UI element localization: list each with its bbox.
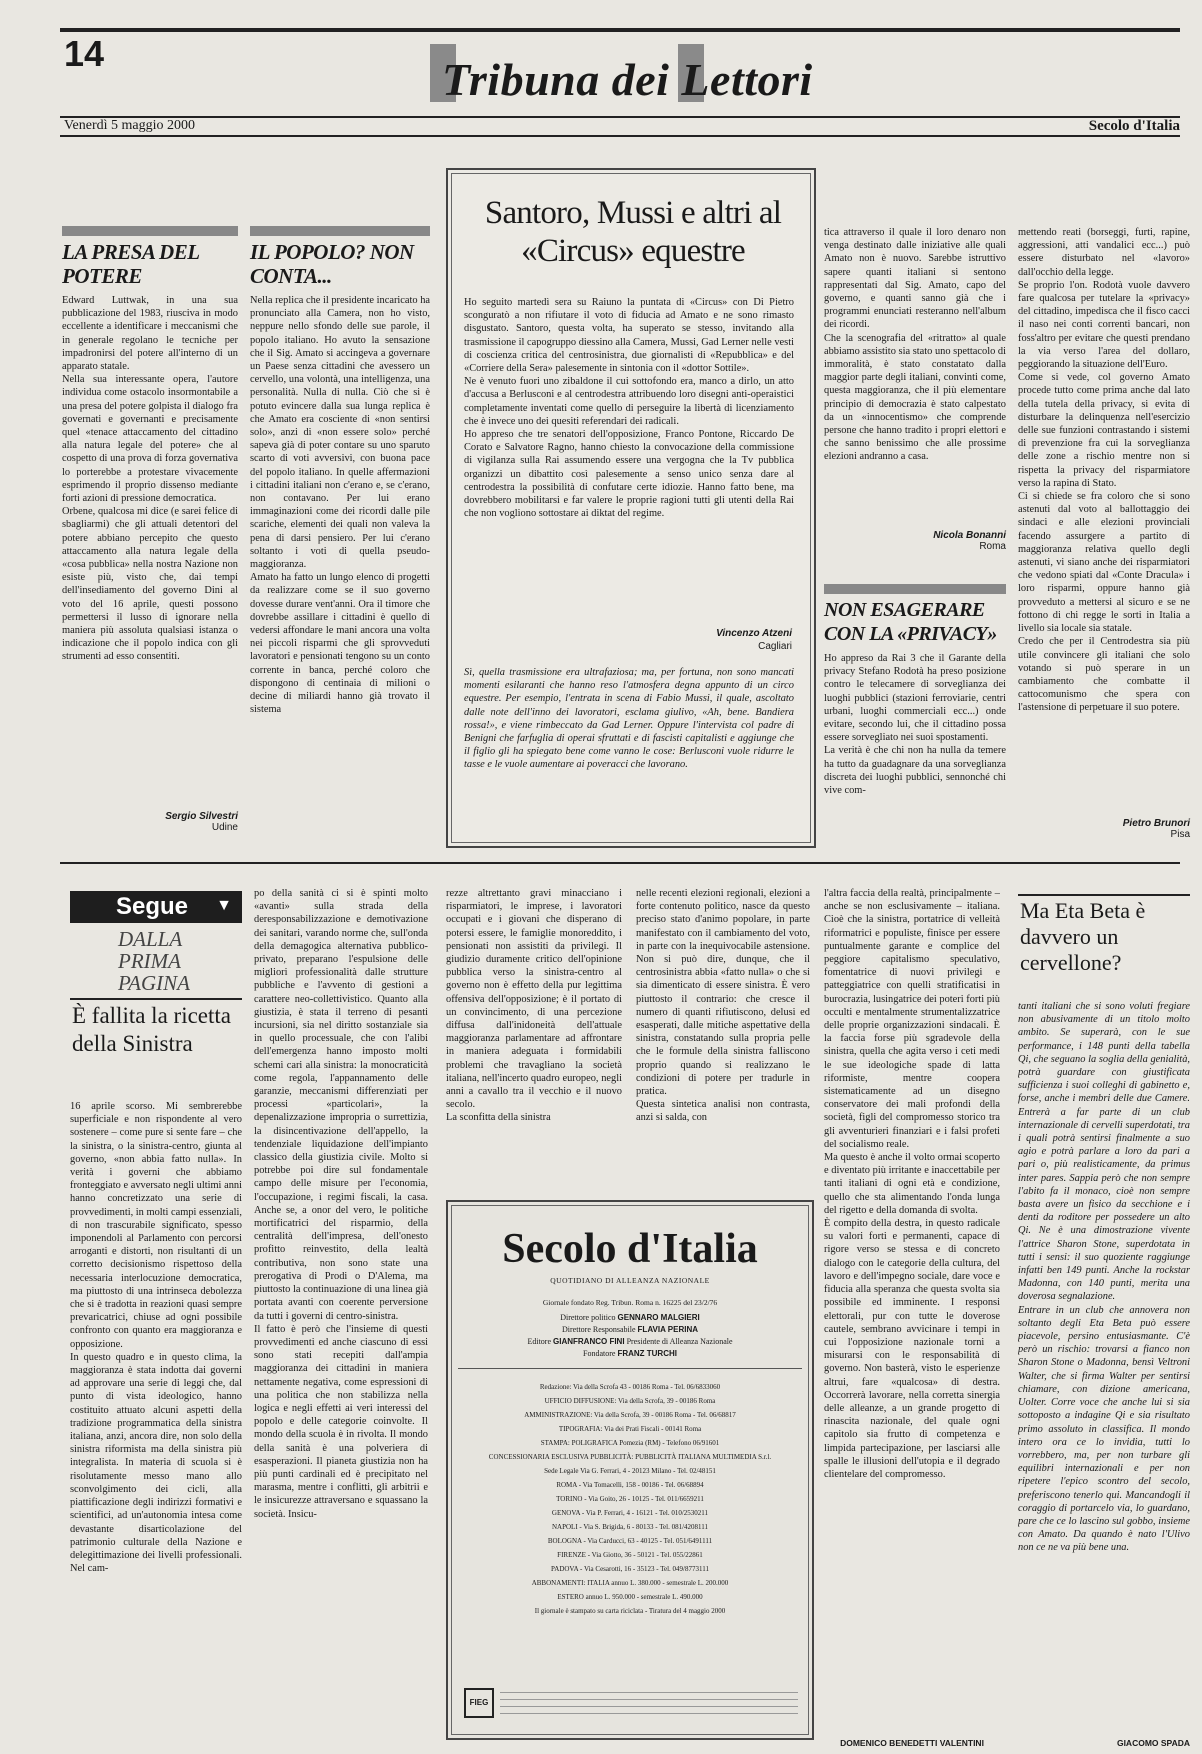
letter-title: IL POPOLO? NON CONTA...: [250, 240, 414, 288]
letter-body: Edward Luttwak, in una sua pubblicazione del 1983, riusciva in modo eccellente a identificare i meccanismi che in generale regolano le tecniche per impadronirsi del potere all'interno di un apparato statale. Nella sua interessante opera, l'autore individua come ostacolo insormontabile a una presa del potere golpista il dialogo fra governati e governanti e precisamente quel «tenace attaccamento del cittadino alla natura legale del potere» che al cospetto di una prova di forza governativa lo porterebbe a protestare vivacemente esprimendo il proprio dissenso mediante forti azioni di pressione democratica. Orbene, qualcosa mi dice (e sarei felice di sbagliarmi) che gli attuali detentori del potere abbiano percepito che questo attaccamento alla natura legale della «cosa pubblica» nella nostra Nazione non esiste più, visto che, dai tempi dell'insediamento del governo Dini al voto del 16 aprile, questi possono permettersi il lusso di ignorare nella maniera più assoluta qualsiasi istanza o indicazione che il popolo indica con gli strumenti ad esso consentiti.: [62, 295, 238, 663]
section-title: [430, 44, 900, 114]
segue-headline: È fallita la ricetta della Sinistra: [72, 1003, 231, 1056]
featured-letter-body: Ho seguito martedì sera su Raiuno la puntata di «Circus» con Di Pietro sconguratò a non rifiutare il voto di fiducia ad Amato e ne sono rimasto disgustato. Santoro, questa volta, ha superato se stesso, invitando alla trasmissione il capogruppo diessino alla Camera, Mussi, Gad Lerner nelle vesti di coscienza critica del centrosinistra, due giornalisti di «Repubblica» e del «Corriere della Sera» palesemente in sintonia con il «dottor Sottile». Ne è venuto fuori uno zibaldone il cui sottofondo era, manco a dirlo, un atto d'accusa a Berlusconi e al centrodestra attribuendo loro disegni anti-operaistici completamente inventati come quello di perseguire la libertà di licenziamento che è invece uno dei quesiti referendari dei radicali. Ho appreso che tre senatori dell'opposizione, Franco Pontone, Riccardo De Corato e Salvatore Ragno, hanno chiesto la convocazione della commissione di vigilanza sulla Rai assumendo essere una vergogna che la Tv pubblica organizzi un dibattito così palesemente a senso unico senza dare al centrodestra la possibilità di confutare certe idiozie. Hanno fatto bene, ma dovrebbero mobilitarsi e far valere le proprie ragioni tutti gli utenti della Rai che non vogliono sottostare ai diktat del regime.: [464, 297, 794, 520]
eta-beta-headline: Ma Eta Beta è davvero un cervellone?: [1020, 898, 1146, 975]
page-number: 14: [64, 33, 105, 74]
masthead-registration: Giornale fondato Reg. Tribun. Roma n. 16225 del 23/2/76: [542, 1298, 718, 1307]
segue-article-col-5: l'altra faccia della realtà, principalmente – anche se non esclusivamente – italiana. Cioè che la sinistra, portatrice di velleità riformatrici e populiste, finisce per essere puntualmente garante e complice del peggiore capitalismo speculativo, fomentatrice di nuovi privilegi e patteggiatrice con quelli stratificatisi in burocrazia, lusingatrice dei poteri forti più occulti e mentalmente strumentalizzatrice delle proprie organizzazioni sindacali. È la faccia forse più sgradevole della sinistra, quella che agita verso i ceti medi le sue ideologiche spade di latta riformiste, mentre coopera sistematicamente ad un disegno conservatore dei mali profondi della società, figli del compromesso storico tra gli avventurieri finanziari e i falsi profeti del socialismo reale. Ma questo è anche il volto ormai scoperto e diventato più irritante e inaccettabile per tanti italiani di ogni età e condizione, quello che sta alimentando l'onda lunga del rigetto e della domanda di svolta. È compito della destra, in questo radicale su valori forti e permanenti, capace di rigore verso se stessa e di concreto dialogo con le categorie della cultura, del lavoro e dell'impegno sociale, dare voce e fiducia alla speranza che questa svolta sia possibile ed imminente. I responsi elettorali, pur con tutte le doverose cautele, sembrano avvicinare i tempi in cui l'opposizione nazionale torni a misurarsi con le responsabilità di governo. Non basterà, visto le esperienze altrui, fare «qualcosa» di destra. Occorrerà lavorare, nella corretta sinergia delle alleanze, a un grande progetto di rinascita nazionale, del quale ogni capitolo sia frutto di competenza e limpida partecipazione, per lasciarsi alle spalle le illusioni dell'utopia e il degrado clientelare del compromesso.: [824, 888, 1000, 1480]
masthead-title: Secolo d'Italia: [502, 1226, 758, 1272]
segue-signature: DOMENICO BENEDETTI VALENTINI: [840, 1738, 984, 1748]
segue-article-col-3: rezze altrettanto gravi minacciano i risparmiatori, le imprese, i lavoratori occupati e i giovani che disperano di potersi essere, le famiglie monoreddito, i pensionati non assistiti da privilegi. Il giudizio duramente critico dell'opinione pubblica verso la sinistra-centro al governo non è effetto della pur legittima offensiva dell'opposizione; è il portato di un convincimento, di una percezione diffusa dall'inidoneità dell'attuale maggioranza parlamentare ad affrontare in maniera adeguata i formidabili problemi che travagliano la società italiana, nell'incerto quadro europeo, negli anni a cavallo tra il vecchio e il nuovo secolo. La sconfitta della sinistra: [446, 888, 622, 1124]
letter-title: NON ESAGERARE CON LA «PRIVACY»: [824, 599, 997, 645]
letter-city: Roma: [979, 541, 1006, 552]
featured-letter-title: Santoro, Mussi e altri al «Circus» equestre: [484, 195, 782, 269]
letter-body: Nella replica che il presidente incaricato ha pronunciato alla Camera, non ho visto, neppure nello sfondo delle sue parole, il popolo italiano. Ho avuto la sensazione che il Sig. Amato si accingeva a governare un Paese senza cittadini che avessero un cervello, una volontà, una intelligenza, una personalità. Nulla di nulla. Ciò che si è potuto evincere dalla sua lunga replica è che Amato era cosciente di «non sentirsi solo», anzi di «non essere solo» perché sapeva già di poter contare su uno sparuto scarto di voti avversivi, con buona pace del popolo italiano. In quelle affermazioni i cittadini italiani non c'erano e, se c'erano, non contavano. Per lui erano immaginazioni come dei ricordi dalle pile scariche, elementi dei quali non valeva la pena di darsi pensiero. Per lui c'erano soltanto i voti di quella pseudo-maggioranza. Amato ha fatto un lungo elenco di progetti da realizzare come se il suo governo dovesse durare vent'anni. Ora il timore che dovrebbe assillare i cittadini è quello di vedersi affondare le mani ancora una volta nei piccoli risparmi che gli sprovveduti lavoratori e pensionati tengono su un conto corrente in banca, perché coloro che dispongono di centinaia di milioni o decine di miliardi hanno già trovato il sistema: [250, 295, 430, 716]
letter-body: Ho appreso da Rai 3 che il Garante della privacy Stefano Rodotà ha preso posizione contro le telecamere di sorveglianza dei luoghi pubblici (stazioni ferroviarie, centri urbani, luoghi commerciali ecc...) onde evitare, secondo lui, che il cittadino possa essere sorvegliato nei suoi spostamenti. La verità è che chi non ha nulla da temere ha tutto da guadagnare da una sorveglianza discreta dei luoghi pubblici, sennonché chi vive com-: [824, 653, 1006, 797]
header-bar: [250, 226, 430, 236]
masthead-footnote-lines: [500, 1688, 798, 1718]
featured-letter-box: [446, 168, 816, 848]
letter-signature: Nicola Bonanni: [933, 530, 1006, 541]
arrow-down-icon: ▼: [216, 897, 232, 914]
masthead-box: [446, 1200, 814, 1740]
masthead-fine-print: Redazione: Via della Scrofa 43 - 00186 Roma - Tel. 06/6833060 UFFICIO DIFFUSIONE: Via della Scrofa, 39 - 00186 Roma AMMINISTRAZIONE: Via della Scrofa, 39 - 00186 Roma - Tel. 06/68817 TIPOGRAFIA: Via dei Prati Fiscali - 00141 Roma STAMPA: POLIGRAFICA Pomezia (RM) - Telefono 06/91601 CONCESSIONARIA ESCLUSIVA PUBBLICITÀ: PUBBLICITÀ ITALIANA MULTIMEDIA S.r.l. Sede Legale Via G. Ferrari, 4 - 20123 Milano - Tel. 02/48151 ROMA - Via Tomacelli, 158 - 00186 - Tel. 06/68894 TORINO - Via Goito, 26 - 10125 - Tel. 011/6659211 GENOVA - Via P. Ferrari, 4 - 16121 - Tel. 010/2530211 NAPOLI - Via S. Brigida, 6 - 80133 - Tel. 081/4208111 BOLOGNA - Via Carducci, 63 - 40125 - Tel. 051/6491111 FIRENZE - Via Giotto, 36 - 50121 - Tel. 055/22861 PADOVA - Via Cesarotti, 16 - 35123 - Tel. 049/8773111 ABBONAMENTI: ITALIA annuo L. 380.000 - semestrale L. 200.000 ESTERO annuo L. 950.000 - semestrale L. 490.000 Il giornale è stampato su carta riciclata - Tiratura del 4 maggio 2000: [488, 1383, 772, 1615]
newspaper-name: Secolo d'Italia: [1088, 118, 1180, 134]
segue-subtitle: DALLA PRIMA PAGINA: [118, 927, 190, 995]
letter-4: [824, 584, 1006, 846]
segue-label-box: [70, 891, 242, 923]
masthead-staff: Direttore politico GENNARO MALGIERI Direttore Responsabile FLAVIA PERINA Editore GIANFRANCO FINI Presidente di Alleanza Nazionale Fondatore FRANZ TURCHI: [527, 1313, 733, 1358]
letter-body: tica attraverso il quale il loro denaro non venga destinato dalle iniziative alle quali Amato non è nuovo. Sarebbe istruttivo sapere quanti italiani si sentono rappresentati dal Sig. Amato, capo del governo, e quanti sanno già che i programmi enunciati resteranno nell'album dei ricordi. Che la scenografia del «ritratto» al quale abbiamo assistito sia stato uno spettacolo di immoralità, è stato constatato dalla maggior parte degli italiani, convinti come, questa maggioranza, che il più elementare principio di democrazia è stato calpestato da un «innocentismo» che comprende persone che hanno tradito i propri elettori e che sanno benissimo che alle prossime elezioni andranno a casa.: [824, 227, 1006, 463]
letter-3-continued: [824, 226, 1006, 556]
header-bar: [62, 226, 238, 236]
letter-2: [250, 226, 430, 846]
section-title-text: Tribuna dei Lettori: [442, 54, 813, 105]
letter-signature: Sergio Silvestri: [165, 811, 238, 822]
segue-article-col-4: nelle recenti elezioni regionali, elezioni a forte contenuto politico, nasce da questo preciso stato d'animo popolare, in parte manifestato con il cambiamento del voto, in parte con la inequivocabile astensione. Non si può dire, dunque, che il centrosinistra abbia «fatto nulla» o che si sia dimenticato di essere sinistra. È vero piuttosto il contrario: che cresce il numero di quanti rifiutiscono, delusi ed esasperati, dalle mitiche aspettative della sinistra, constatando sulla propria pelle che le formule della sinistra falliscono proprio quando si realizzano le condizioni di potere per tradurle in pratica. Questa sintetica analisi non contrasta, anzi si salda, con: [636, 888, 810, 1124]
segue-article-col-1: 16 aprile scorso. Mi sembrerebbe superficiale e non rispondente al vero sostenere – come pure si sente fare – che la sinistra, o la sinistra-centro, giunta al governo, «non abbia fatto nulla». In verità i governi che abbiamo fronteggiato e avversato negli ultimi anni hanno concretizzato una serie di provvedimenti, in molti campi essenziali, di non trascurabile significato, spesso imponendoli al Parlamento con percorsi arroganti e distorti, non risultanti di un corretto decisionismo rispettoso della necessaria interlocuzione democratica, ma piuttosto di una intrinseca debolezza che si è tradotta in reazioni quasi sempre prevaricatrici, chiuse ad ogni possibile confronto con quanto era maggioranza e opposizione. In questo quadro e in questo clima, la maggioranza è stata indotta dai governi ad approvare una serie di leggi che, dal punto di vista ideologico, hanno costituito attuato alcuni aspetti della tradizione programmatica della sinistra italiana, anzi, ancora dire, non solo della sinistra riformista ma della sinistra più integralista. In materia di scuola si è risolutamente messo mano allo sconvolgimento dei cicli, alla piattificazione degli indirizzi formativi e scientifici, ad un'autonomia intesa come devastante disarticolazione del patrimonio culturale della Nazione e delegittimazione dei livelli professionali. Nel cam-: [70, 1101, 242, 1575]
featured-letter-signature: Vincenzo Atzeni: [716, 628, 792, 639]
segue-article-col-2: po della sanità ci si è spinti molto «avanti» sulla strada della deresponsabilizzazione e demotivazione dei sanitari, varando norme che, sull'onda della demagogica alternativa pubblico-privato, preparano l'espulsione delle migliori professionalità dalle strutture pubbliche e l'avvento di gestioni a carattere neo-collettivistico. Quanto alla giustizia, è stata il terreno di pesanti incursioni, sia nel diritto sostanziale sia in quello processuale, che con l'alibi dell'emergenza hanno imposto molti schemi cari alla sinistra: la monocraticità come regola, l'appannamento delle garanzie, meccanismi differenziati per processi «particolari», la depenalizzazione impropria o surrettizia, la disincentivazione dell'appello, la tendenziale liquidazione dell'impianto classico della giustizia civile. Molto si potrebbe poi dire sul fondamentale campo delle misure per l'economia, l'occupazione, i regimi fiscali, la casa. Anche se, a onor del vero, le politiche mortificatrici del risparmio, della centralità dell'impresa, dell'onesto profitto reinvestito, della lealtà contributiva, non sono state una prerogativa di Prodi o D'Alema, ma piuttosto la continuazione di una linea già portata avanti con coerente perversione da tutti i governi di centro-sinistra. Il fatto è però che l'insieme di questi provvedimenti ed anche ciascuno di essi sono stati recepiti dall'ampia maggioranza dei cittadini in maniera nettamente negativa, come espressioni di una politica che non stabilizza nella logica e negli effetti ai veri interessi del popolo e delle categorie coinvolte. Il mondo della scuola è in rivolta. Il mondo della sanità è una polveriera di esasperazioni. Il pianeta giustizia non ha più punti cardinali ed è precipitato nel marasma, mentre i conflitti, gli arbitrii e le insicurezze attraversano e squassano la società. Insicu-: [254, 888, 428, 1520]
letter-city: Udine: [211, 822, 238, 833]
letter-body: mettendo reati (borseggi, furti, rapine, aggressioni, atti vandalici ecc...) può essere disturbato nel «lavoro» dall'occhio della legge. Se proprio l'on. Rodotà vuole davvero fare qualcosa per tutelare la «privacy» del cittadino, impedisca che il fisco cacci il naso nei conti correnti bancari, non foss'altro per evitare che questi prendano la via verso l'area del dollaro, peggiorando la situazione dell'Euro. Come si vede, col governo Amato procede tutto come prima anche dal lato della tutela della privacy, si evita di disturbare la delinquenza nell'esercizio delle sue funzioni contrastando i sistemi di prevenzione fra cui la sorveglianza delle zone a rischio mentre non si rispetta la privacy del risparmiatore verso la rapina di Stato. Ci si chiede se fra coloro che si sono astenuti dal voto al ballottaggio dei sindaci e alle elezioni provinciali facendo assurgere a partito di maggioranza relativa quello degli astenuti, vi siano anche dei risparmiatori che vedono spiati dal «Conte Dracula» i loro risparmi, oppure hanno già provveduto a mettersi al sicuro e se ne fottono di chi regge le sorti in Italia a livello sia locale sia statale. Credo che per il Centrodestra sia più utile convincere gli italiani che solo votando si può sperare in un cambiamento che combatte il cattocomunismo che spera con l'astensione di perpetuare il suo potere.: [1018, 227, 1190, 714]
segue-label: Segue: [116, 893, 189, 920]
letter-signature: Pietro Brunori: [1122, 818, 1190, 829]
fieg-badge: FIEG: [464, 1688, 494, 1718]
header-bar: [824, 584, 1006, 594]
section-divider: [60, 862, 1180, 864]
letter-city: Pisa: [1170, 829, 1190, 840]
eta-beta-signature: GIACOMO SPADA: [1116, 1738, 1190, 1748]
issue-date: Venerdì 5 maggio 2000: [64, 118, 196, 133]
masthead-subtitle: QUOTIDIANO DI ALLEANZA NAZIONALE: [550, 1276, 710, 1285]
letter-1: [62, 226, 238, 846]
featured-letter-city: Cagliari: [758, 641, 792, 652]
eta-beta-body: tanti italiani che si sono voluti fregiare non abusivamente di un titolo molto ambito. Se superarà, con le sue performance, i 148 punti della tabella Qi, che seguano la soglia della genialità, potrà guardare con giustificata sufficienza i suoi colleghi di gabinetto e, forse, anche i membri delle due Camere. Entrerà a far parte di un club internazionale di cervelli superdotati, tra i quali potrà sentirsi finalmente a suo agio e potrà parlare a loro da pari a pari o, più realisticamente, da primus inter pares. Sappia però che non sempre l'abito fa il monaco, cioè non sempre basta avere un fisico da secchione e i denti da roditore per possedere un alto Qi. Ne è una dimostrazione vivente l'attrice Sharon Stone, superdotata in tutti i sensi: il suo quoziente raggiunge infatti ben 149 punti. Anche la rockstar Madonna, con 140 punti, merita una doverosa segnalazione. Entrare in un club che annovera non soltanto degli Eta Beta può essere piacevole, persino entusiasmante. C'è però un rischio: trovarsi a fianco non Sharon Stone o Madonna, bensì Veltroni Walter, che si firma Walter per sentirsi chiamare, con dizione americana, Uolter. Corre voce che anche lui si sia sottoposto a indagine Qi e sia risultato primo assoluto in classifica. Il mondo intero ora ce lo invidia, tutti lo vorrebbero, ma, per non turbare gli equilibri internazionali e per non ripetere l'epico scontro del secolo, preferiscono tenerlo qui. Mancandogli il coraggio di portarcelo via, lo guardano, pare che ce lo lascino sul gobbo, insieme con Amato. Da quando è nato l'Ulivo non ce ne va più bene una.: [1018, 1001, 1190, 1554]
letter-4-continued: [1018, 226, 1190, 846]
letter-title: LA PRESA DEL POTERE: [62, 240, 199, 288]
editor-reply: Sì, quella trasmissione era ultrafaziosa; ma, per fortuna, non sono mancati momenti esilaranti che hanno reso l'atmosfera degna appunto di un circo equestre. Per esempio, l'entrata in scena di Fabio Mussi, il quale, ascoltato dalle note dell'inno dei lavoratori, esclama giulivo, «Ah, bene. Bandiera rossa!», e viene rimbeccato da Gad Lerner. Oppure l'intervista col padre di Benigni che farfuglia di operai sfruttati e di fascisti capitalisti e aggiunge che il figlio gli ha spiegato bene come vanno le cose: Berlusconi vuole ridurre le tasse e le vuole aumentare ai poveracci che lavorano.: [464, 667, 794, 771]
